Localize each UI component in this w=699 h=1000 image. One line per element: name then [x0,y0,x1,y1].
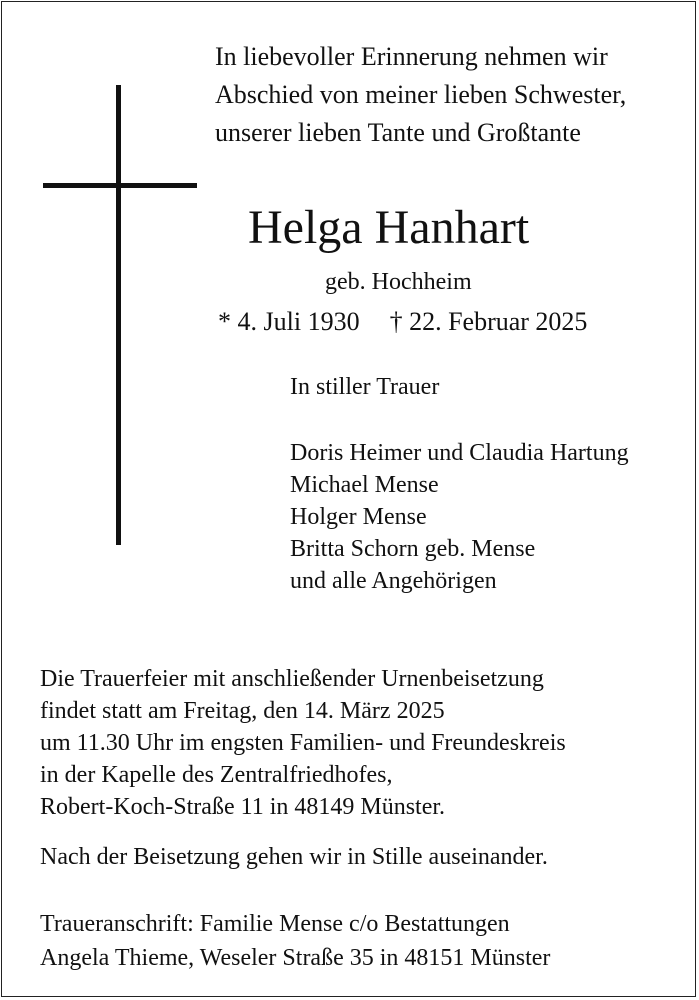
mourner-line: und alle Angehörigen [290,568,497,594]
intro-line: unserer lieben Tante und Großtante [215,118,581,147]
ceremony-line: um 11.30 Uhr im engsten Familien- und Freundeskreis [40,730,566,756]
intro-text [215,38,626,152]
intro-line: Abschied von meiner lieben Schwester, [215,80,627,109]
mourner-line: Britta Schorn geb. Mense [290,536,536,562]
mourners-list [290,437,629,597]
cross-horizontal-bar [43,183,197,188]
mourning-phrase: In stiller Trauer [290,374,440,400]
after-burial-note: Nach der Beisetzung gehen wir in Stille auseinander. [40,844,548,870]
maiden-name: geb. Hochheim [325,269,472,295]
ceremony-line: in der Kapelle des Zentralfriedhofes, [40,762,393,788]
ceremony-line: Robert-Koch-Straße 11 in 48149 Münster. [40,794,446,820]
address-line: Traueranschrift: Familie Mense c/o Bestattungen [40,911,510,937]
mourner-line: Holger Mense [290,504,427,530]
ceremony-details [40,663,566,823]
ceremony-line: Die Trauerfeier mit anschließender Urnenbeisetzung [40,666,544,692]
cross-vertical-bar [116,85,121,545]
life-dates [218,305,587,339]
intro-line: In liebevoller Erinnerung nehmen wir [215,42,608,71]
deceased-name: Helga Hanhart [248,201,530,254]
mourner-line: Doris Heimer und Claudia Hartung [290,440,629,466]
ceremony-line: findet statt am Freitag, den 14. März 2025 [40,698,445,724]
address-line: Angela Thieme, Weseler Straße 35 in 48151 Münster [40,945,551,971]
birth-date: * 4. Juli 1930 [218,307,360,336]
mourner-line: Michael Mense [290,472,439,498]
mourning-address [40,907,550,975]
death-date: † 22. Februar 2025 [389,307,588,336]
